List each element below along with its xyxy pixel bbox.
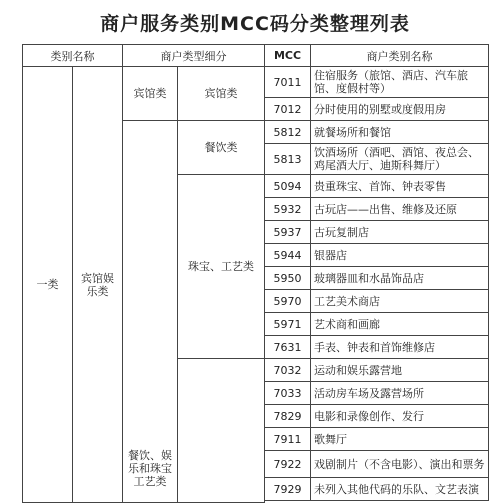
merchant-name: 饮酒场所（酒吧、酒馆、夜总会、鸡尾酒大厅、迪斯科舞厅） — [311, 144, 489, 175]
mcc-code: 5950 — [265, 267, 311, 290]
mcc-code: 5094 — [265, 175, 311, 198]
merchant-name: 银器店 — [311, 244, 489, 267]
mcc-code: 5970 — [265, 290, 311, 313]
mcc-code: 7012 — [265, 98, 311, 121]
mcc-code: 5813 — [265, 144, 311, 175]
merchant-name: 古玩复制店 — [311, 221, 489, 244]
table-row — [23, 67, 489, 98]
merchant-name: 电影和录像创作、发行 — [311, 405, 489, 428]
merchant-name: 运动和娱乐露营地 — [311, 359, 489, 382]
category-cell: 一类 — [23, 67, 73, 503]
mcc-code: 7033 — [265, 382, 311, 405]
merchant-name: 工艺美术商店 — [311, 290, 489, 313]
mcc-code: 5944 — [265, 244, 311, 267]
merchant-name: 就餐场所和餐馆 — [311, 121, 489, 144]
merchant-name: 未列入其他代码的乐队、文艺表演 — [311, 478, 489, 501]
detail-dining-cell: 餐饮类 — [178, 121, 265, 175]
detail-jewelry-cell: 珠宝、工艺类 — [178, 175, 265, 359]
mcc-code: 5812 — [265, 121, 311, 144]
header-merchant-category: 商户类别名称 — [311, 45, 489, 67]
detail-hotel-cell: 宾馆类 — [178, 67, 265, 121]
page-title: 商户服务类别MCC码分类整理列表 — [100, 12, 410, 35]
mcc-code: 7032 — [265, 359, 311, 382]
mcc-table — [22, 44, 489, 503]
subgroup-hotel-cell: 宾馆类 — [123, 67, 178, 121]
header-mcc: MCC — [265, 45, 311, 67]
mcc-code: 7922 — [265, 451, 311, 478]
mcc-code: 7829 — [265, 405, 311, 428]
header-category-name: 类别名称 — [23, 45, 123, 67]
table-header-row — [23, 45, 489, 67]
merchant-name: 住宿服务（旅馆、酒店、汽车旅馆、度假村等） — [311, 67, 489, 98]
mcc-code: 7011 — [265, 67, 311, 98]
mcc-code: 5937 — [265, 221, 311, 244]
mcc-code: 7911 — [265, 428, 311, 451]
mcc-code: 5932 — [265, 198, 311, 221]
detail-empty-cell — [178, 359, 265, 503]
merchant-name: 艺术商和画廊 — [311, 313, 489, 336]
mcc-code: 5971 — [265, 313, 311, 336]
merchant-name: 分时使用的别墅或度假用房 — [311, 98, 489, 121]
merchant-name: 歌舞厅 — [311, 428, 489, 451]
mcc-code: 7631 — [265, 336, 311, 359]
header-merchant-type: 商户类型细分 — [123, 45, 265, 67]
merchant-name: 戏剧制片（不含电影）、演出和票务 — [311, 451, 489, 478]
merchant-name: 手表、钟表和首饰维修店 — [311, 336, 489, 359]
merchant-name: 活动房车场及露营场所 — [311, 382, 489, 405]
subgroup-other-cell: 餐饮、娱乐和珠宝工艺类 — [123, 121, 178, 503]
group-cell: 宾馆娱乐类 — [73, 67, 123, 503]
merchant-name: 玻璃器皿和水晶饰品店 — [311, 267, 489, 290]
merchant-name: 贵重珠宝、首饰、钟表零售 — [311, 175, 489, 198]
merchant-name: 古玩店——出售、维修及还原 — [311, 198, 489, 221]
mcc-code: 7929 — [265, 478, 311, 501]
